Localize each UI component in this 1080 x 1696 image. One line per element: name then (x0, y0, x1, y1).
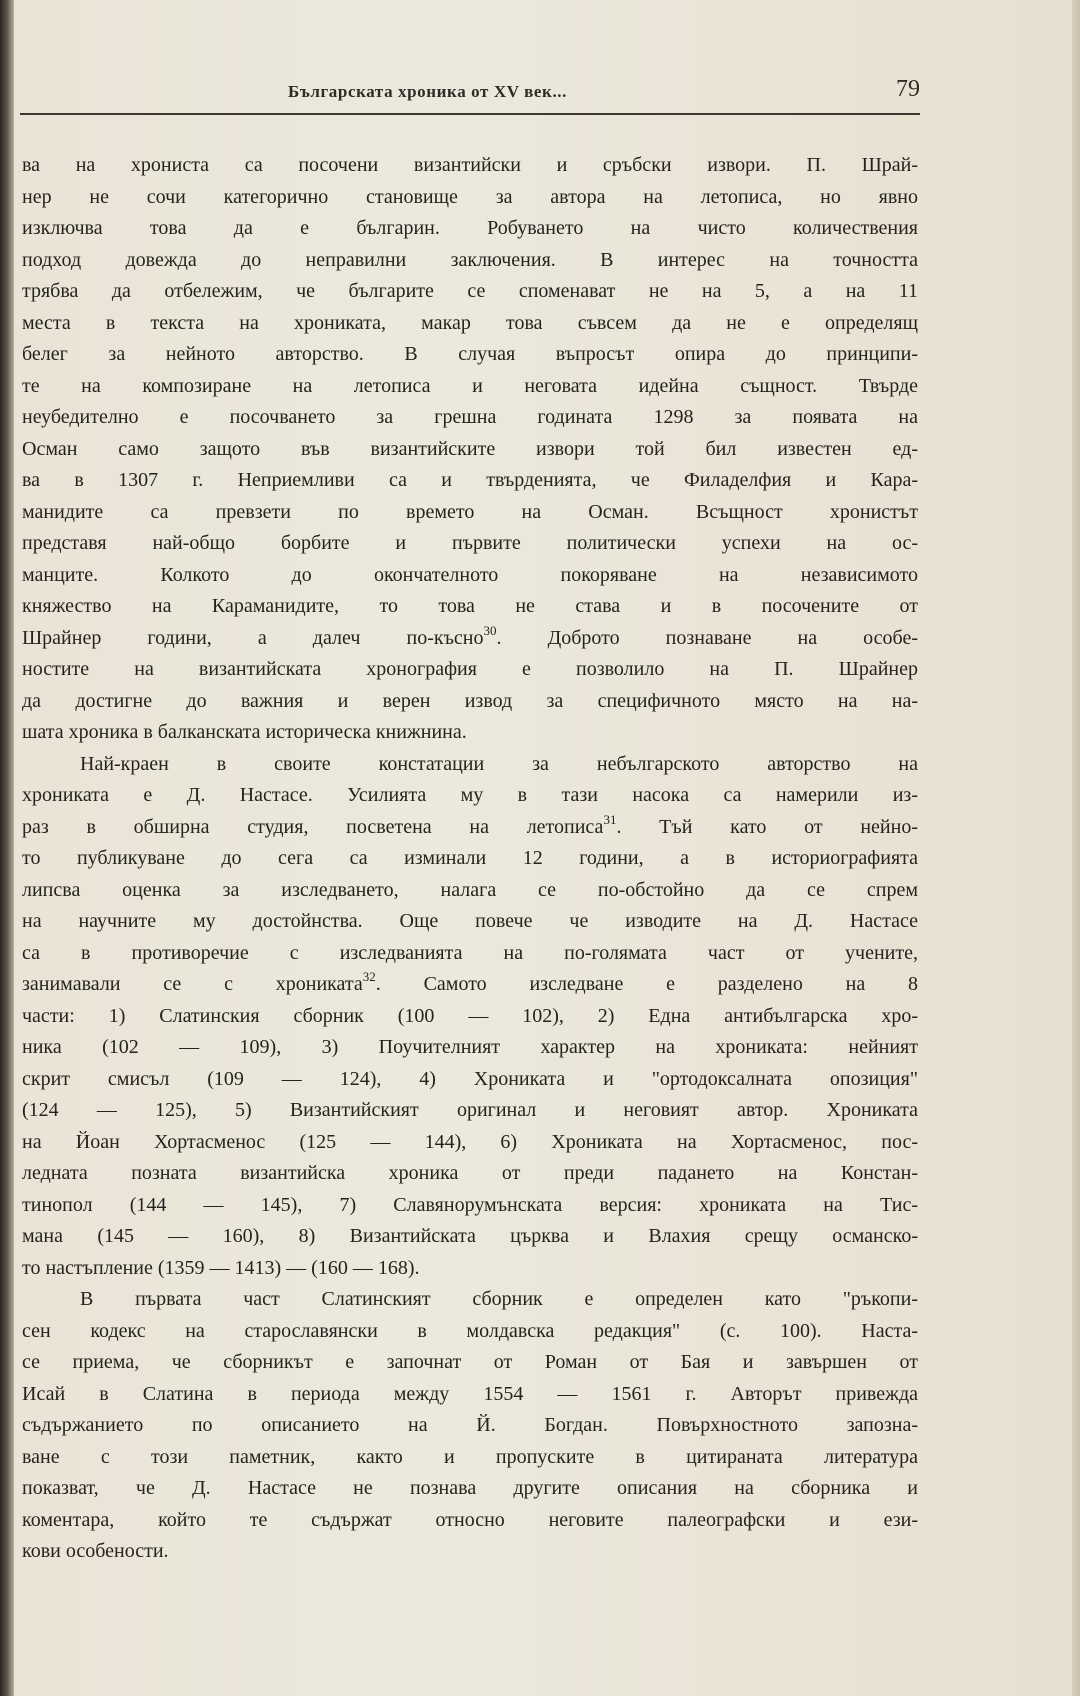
text-line (22, 1505, 918, 1537)
text-line (22, 1253, 918, 1285)
text-line (22, 245, 918, 277)
text-line (22, 371, 918, 403)
text-line (22, 402, 918, 434)
page-edge (1072, 0, 1080, 1696)
text-segment: ника (102 — 109), 3) Поучителният характер на хрониката: нейният (22, 1036, 918, 1058)
text-line (22, 434, 918, 466)
text-line (22, 969, 918, 1001)
text-line (22, 1410, 918, 1442)
text-segment: трябва да отбележим, че българите се споменават не на 5, а на 11 (22, 280, 918, 302)
text-segment: . Тъй като от нейно- (616, 815, 918, 838)
footnote-ref: 31 (603, 811, 617, 827)
text-line (22, 780, 918, 812)
text-line (22, 1032, 918, 1064)
text-line (22, 1064, 918, 1096)
text-segment: ледната позната византийска хроника от преди падането на Констан- (22, 1162, 918, 1184)
text-line (22, 654, 918, 686)
text-segment: представя най-общо борбите и първите политически успехи на ос- (22, 532, 918, 554)
text-segment: Най-краен в своите констатации за небългарското авторство на (80, 752, 918, 775)
text-segment: липсва оценка за изследването, налага се по-обстойно да се спрем (22, 878, 918, 901)
text-line (22, 213, 918, 245)
text-segment: . Доброто познаване на особе- (496, 626, 918, 649)
text-segment: кови особености. (22, 1540, 169, 1562)
text-line (22, 686, 918, 718)
page-number: 79 (896, 76, 920, 102)
text-line (22, 1442, 918, 1474)
text-line (22, 1536, 918, 1568)
text-segment: ва в 1307 г. Неприемливи са и твърденията, че Филаделфия и Кара- (22, 469, 918, 491)
text-segment: изключва това да е българин. Робуването на чисто количествения (22, 217, 918, 239)
text-line (22, 1127, 918, 1159)
text-segment: хрониката е Д. Настасе. Усилията му в тази насока са намерили из- (22, 784, 918, 806)
header-rule (20, 113, 920, 115)
text-segment: са в противоречие с изследванията на по-голямата част от учените, (22, 941, 918, 964)
text-line (22, 1473, 918, 1505)
text-line (22, 1190, 918, 1222)
text-segment: Исай в Слатина в периода между 1554 — 1561 г. Авторът привежда (22, 1382, 918, 1405)
text-segment: коментара, който те съдържат относно неговите палеографски и ези- (22, 1508, 918, 1531)
text-segment: то настъпление (1359 — 1413) — (160 — 168). (22, 1256, 420, 1279)
text-line (22, 182, 918, 214)
text-segment: да достигне до важния и верен извод за специфичното място на на- (22, 689, 918, 712)
text-segment: на Йоан Хортасменос (125 — 144), 6) Хрониката на Хортасменос, пос- (22, 1130, 918, 1153)
paragraph (22, 1284, 918, 1568)
text-segment: раз в обширна студия, посветена на летописа (22, 815, 604, 838)
text-segment: на научните му достойнства. Още повече че изводите на Д. Настасе (22, 910, 918, 932)
text-line (22, 1284, 918, 1316)
text-line (22, 1001, 918, 1033)
text-segment: скрит смисъл (109 — 124), 4) Хрониката и "ортодоксалната опозиция" (22, 1067, 918, 1090)
text-segment: се приема, че сборникът е започнат от Роман от Бая и завършен от (22, 1351, 918, 1373)
text-segment: то публикуване до сега са изминали 12 години, а в историографията (22, 847, 918, 869)
text-line (22, 749, 918, 781)
text-line (22, 1316, 918, 1348)
text-segment: шата хроника в балканската историческа книжнина. (22, 721, 467, 743)
text-segment: части: 1) Слатинския сборник (100 — 102), 2) Една антибългарска хро- (22, 1004, 918, 1027)
text-segment: занимавали се с хрониката (22, 973, 363, 995)
text-line (22, 308, 918, 340)
footnote-ref: 32 (362, 969, 376, 984)
text-segment: сен кодекс на старославянски в молдавска редакция" (с. 100). Наста- (22, 1319, 918, 1342)
text-segment: подход довежда до неправилни заключения. В интерес на точността (22, 248, 918, 271)
text-line (22, 1095, 918, 1127)
text-line (22, 339, 918, 371)
text-line (22, 1158, 918, 1190)
text-line (22, 812, 918, 844)
text-line (22, 497, 918, 529)
text-line (22, 1379, 918, 1411)
text-line (22, 717, 918, 749)
text-segment: белег за нейното авторство. В случая въпросът опира до принципи- (22, 343, 918, 365)
text-segment: нер не сочи категорично становище за автора на летописа, но явно (22, 185, 918, 208)
text-line (22, 938, 918, 970)
text-line (22, 528, 918, 560)
text-line (22, 591, 918, 623)
text-line (22, 465, 918, 497)
body-text (22, 150, 918, 1568)
text-segment: мана (145 — 160), 8) Византийската църква и Влахия срещу османско- (22, 1225, 918, 1247)
text-line (22, 906, 918, 938)
text-segment: ва на хрониста са посочени византийски и сръбски извори. П. Шрай- (22, 154, 918, 176)
text-segment: съдържанието по описанието на Й. Богдан. Повърхностното запозна- (22, 1414, 918, 1436)
text-segment: В първата част Слатинският сборник е определен като "ръкопи- (80, 1288, 918, 1310)
text-segment: ване с този паметник, както и пропуските в цитираната литература (22, 1445, 918, 1468)
text-line (22, 623, 918, 655)
running-header (20, 72, 920, 116)
book-spine-shadow (0, 0, 14, 1696)
text-segment: ностите на византийската хронография е позволило на П. Шрайнер (22, 658, 918, 680)
text-line (22, 1221, 918, 1253)
text-line (22, 276, 918, 308)
text-segment: (124 — 125), 5) Византийският оригинал и неговият автор. Хрониката (22, 1099, 918, 1121)
text-line (22, 1347, 918, 1379)
text-segment: манците. Колкото до окончателното покоряване на независимото (22, 563, 918, 586)
text-segment: Шрайнер години, а далеч по-късно (22, 626, 484, 649)
paragraph (22, 749, 918, 1285)
text-segment: места в текста на хрониката, макар това съвсем да не е определящ (22, 311, 918, 334)
text-segment: . Самото изследване е разделено на 8 (375, 973, 918, 995)
text-segment: тинопол (144 — 145), 7) Славянорумънската версия: хрониката на Тис- (22, 1193, 918, 1216)
text-segment: манидите са превзети по времето на Осман. Всъщност хронистът (22, 500, 918, 523)
running-title: Българската хроника от XV век... (288, 82, 567, 101)
footnote-ref: 30 (483, 622, 497, 638)
text-segment: те на композиране на летописа и неговата идейна същност. Твърде (22, 374, 918, 397)
text-segment: княжество на Караманидите, то това не става и в посочените от (22, 595, 918, 617)
text-line (22, 843, 918, 875)
text-line (22, 875, 918, 907)
text-line (22, 560, 918, 592)
text-line (22, 150, 918, 182)
paragraph (22, 150, 918, 749)
text-segment: Осман само защото във византийските извори той бил известен ед- (22, 437, 918, 460)
text-segment: неубедително е посочването за грешна годината 1298 за появата на (22, 406, 918, 428)
text-segment: показват, че Д. Настасе не познава другите описания на сборника и (22, 1477, 918, 1499)
